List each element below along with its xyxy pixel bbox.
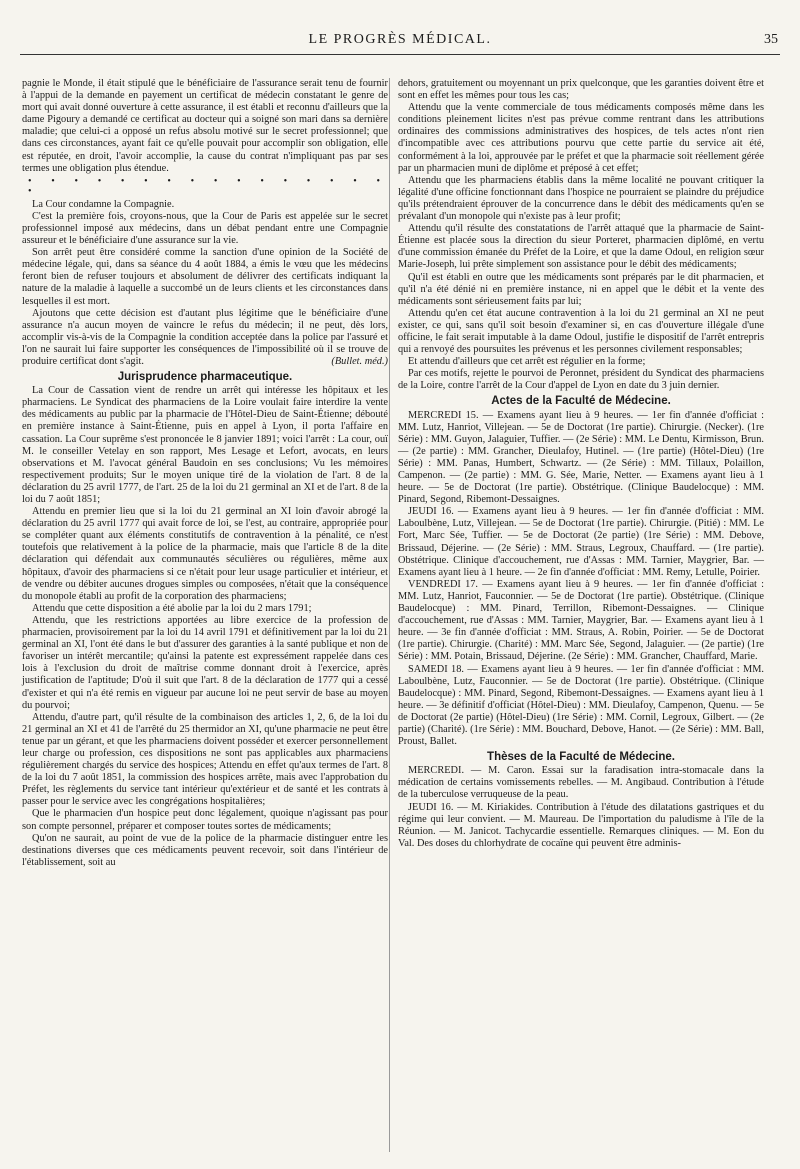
section-heading-jurisprudence: Jurisprudence pharmaceutique. <box>117 371 293 384</box>
paragraph: Attendu que cette disposition a été abolie par la loi du 2 mars 1791; <box>32 602 312 614</box>
paragraph: Qu'il est établi en outre que les médicaments sont préparés par le dit pharmacien, et qu'il n'a été dénié ni en première instance, ni en appel que le débit et la vente des médicaments sont sérieusement faits par lui; <box>398 271 764 307</box>
column-divider <box>389 78 390 1152</box>
exam-schedule-entry: VENDREDI 17. — Examens ayant lieu à 9 heures. — 1er fin d'année d'officiat : MM. Lutz, Hanriot, Fauconnier. — 5e de Doctorat (1re partie). Obstétrique. (Clinique Baudelocque) : MM. Pinard, Terrillon, Ribemont-Dessaignes. — Clinique d'accouchement, rue d'Assas : MM. Tarnier, Maygrier, Bar. — Examens ayant lieu à 1 heure. — 3e fin d'année d'officiat : MM. Straus, A. Robin, Poirier. — 5e de Doctorat (1re partie). Chirurgie. (Charité) : MM. Marc Sée, Segond, Jalaguier. — (2e partie) (1re Série) : MM. Potain, Brissaud, Déjerine. (2e Série) : MM. Grancher, Chauffard, Marie. <box>398 578 764 663</box>
paragraph: Et attendu d'ailleurs que cet arrêt est régulier en la forme; <box>408 356 646 368</box>
page-header <box>20 32 780 55</box>
exam-schedule-entry: MERCREDI 15. — Examens ayant lieu à 9 heures. — 1er fin d'année d'officiat : MM. Lutz, Hanriot, Villejean. — 5e de Doctorat (1re partie). Chirurgie. (Necker). (1re Série) : MM. Guyon, Jalaguier, Tuffier. — (2e Série) : MM. Le Dentu, Kirmisson, Brun. — (2e partie) : MM. Grancher, Dieulafoy, Hutinel. — (1re partie) (Hôtel-Dieu) (1re Série) : MM. Panas, Humbert, Schwartz. — (2e Série) : MM. Tillaux, Polaillon, Campenon. — (2e partie) : MM. G. Sée, Marie, Netter. — Examens ayant lieu à 1 heure. — 5e de Doctorat (1re partie). Obstétrique. (Clinique Baudelocque) : MM. Pinard, Segond, Ribemont-Dessaignes. <box>398 409 764 506</box>
exam-schedule-entry: JEUDI 16. — Examens ayant lieu à 9 heures. — 1er fin d'année d'officiat : MM. Laboulbène, Lutz, Villejean. — 5e de Doctorat (1re partie). Chirurgie. (Pitié) : MM. Le Fort, Marc Sée, Tuffier. — 5e de Doctorat (2e partie) (1re Série) : MM. Debove, Brissaud, Déjerine. — (2e Série) : MM. Straus, Legroux, Chauffard. — (1re partie). Obstétrique. Clinique d'accouchement, rue d'Assas : MM. Tarnier, Maygrier, Bar. — Examens ayant lieu à 1 heure. — 2e fin d'année d'officiat : MM. Remy, Letulle, Poirier. <box>398 506 764 578</box>
thesis-entry: JEUDI 16. — M. Kiriakides. Contribution à l'étude des dilatations gastriques et du régime qui leur convient. — M. Maureau. De l'importation du paludisme à l'île de la Réunion. — M. Janicot. Tachycardie essentielle. Remarques cliniques. — M. Eon du Val. Des doses du chlorhydrate de cocaïne qui peuvent être adminis- <box>398 801 764 849</box>
paragraph: Attendu, d'autre part, qu'il résulte de la combinaison des articles 1, 2, 6, de la loi du 21 germinal an XI et 41 de l'arrêté du 25 thermidor an XI, qu'une pharmacie ne peut être tenue par un gérant, et que les pharmaciens doivent posséder et exercer personnellement leur charge ou profession, ces dispositions ne sont pas applicables aux pharmaciens régulièrement chargés du service des hospices; Attendu en effet qu'aux termes de l'art. 8 de la loi du 7 août 1851, la commission des hospices arrête, mais avec l'approbation du Préfet, les règlements du service tant intérieur qu'extérieur et de santé et les contrats à passer pour le service avec les congrégations hospitalières; <box>22 711 388 808</box>
citation: (Bullet. méd.) <box>331 355 388 367</box>
paragraph: Attendu, que les restrictions apportées au libre exercice de la profession de pharmacien, provisoirement par la loi du 14 avril 1791 et définitivement par la loi du 21 germinal an XI, l'ont été dans le but d'assurer des garanties à la santé publique et non de favoriser un intérêt mercantile; qu'ainsi la patente est expressément rappelée dans ces lois à l'exclusion du droit de maîtrise comme donnant droit à l'exercice, après justification de l'aptitude; D'où il suit que l'art. 8 de la déclaration de 1777 qui a cessé d'exister et qui n'a été remis en vigueur par aucune loi ne peut servir de base au moyen du pourvoi; <box>22 614 388 711</box>
right-column <box>398 78 764 850</box>
thesis-entry: MERCREDI. — M. Caron. Essai sur la faradisation intra-stomacale dans la médication de certains vomissements rebelles. — M. Angibaud. Contribution à l'étude de la tuberculose verruqueuse de la peau. <box>398 765 764 801</box>
section-heading-theses: Thèses de la Faculté de Médecine. <box>487 751 675 764</box>
paragraph: Attendu qu'en cet état aucune contravention à la loi du 21 germinal an XI ne peut exister, ce qui, sans qu'il soit besoin d'examiner si, en cas d'ouverture illégale d'une officine, le fait serait imputable à la dame Odoul, justifie le dispositif de l'arrêt entrepris qui a renvoyé des poursuites les prévenus et les personnes civilement responsables; <box>398 307 764 356</box>
paragraph: La Cour condamne la Compagnie. <box>32 198 175 210</box>
section-heading-actes: Actes de la Faculté de Médecine. <box>491 395 671 408</box>
paragraph: Attendu qu'il résulte des constatations de l'arrêt attaqué que la pharmacie de Saint-Étienne est placée sous la direction du sieur Porteret, pharmacien diplômé, en vertu d'une commission émanée du Préfet de la Loire, et que la dame Odoul, en religion sœur Marie-Joseph, lui prête simplement son assistance pour le débit des médicaments; <box>398 223 764 271</box>
paragraph: Attendu que les pharmaciens établis dans la même localité ne pouvant critiquer la légalité d'une officine fonctionnant dans l'hospice ne pourraient se plaindre du préjudice qu'ils prétendraient éprouver de la concurrence dans le débit des médicaments qu'en se prévalant d'un monopole qui n'existe pas à leur profit; <box>398 174 764 223</box>
paragraph: dehors, gratuitement ou moyennant un prix quelconque, que les garanties doivent être et sont en effet les mêmes pour tous les cas; <box>398 78 764 102</box>
journal-title: LE PROGRÈS MÉDICAL. <box>308 32 492 47</box>
paragraph-text: Ajoutons que cette décision est d'autant plus légitime que le bénéficiaire d'une assurance n'a aucun moyen de vaincre le refus du médecin; il ne peut, dès lors, accomplir vis-à-vis de la Compagnie la condition acceptée dans la police par l'assuré et l'on ne saurait lui faire supporter les conséquences de l'impossibilité où il se trouve de produire certificat dont s'agit. <box>22 307 388 367</box>
separator-dots: • • • • • • • • • • • • • • • • • <box>28 175 388 197</box>
page-number: 35 <box>764 32 778 47</box>
paragraph: Son arrêt peut être considéré comme la sanction d'une opinion de la Société de médecine légale, qui, dans sa séance du 4 août 1884, a émis le vœu que les médecins feront bien de refuser toujours et absolument de délivrer des certificats indiquant la nature de la maladie à laquelle a succombé un de leurs clients et les circonstances dans lesquelles il est mort. <box>22 247 388 307</box>
paragraph: C'est la première fois, croyons-nous, que la Cour de Paris est appelée sur le secret professionnel imposé aux médecins, dans un débat pendant entre une Compagnie assureur et le bénéficiaire d'une assurance sur la vie. <box>22 210 388 247</box>
paragraph: La Cour de Cassation vient de rendre un arrêt qui intéresse les hôpitaux et les pharmaciens. Le Syndicat des pharmaciens de la Loire voulait faire interdire la vente des médicaments au public par la pharmacie de l'Hôtel-Dieu de Saint-Étienne; débouté en première instance à Saint-Étienne, puis en appel à Lyon, il porta l'affaire en cassation. La Cour suprême s'est prononcée le 8 janvier 1891; voici l'arrêt : La cour, ouï M. le conseiller Vetelay en son rapport, Mes Lesage et Lefort, avocats, en leurs observations et M. l'avocat général Baudoin en ses conclusions; Vu les mémoires respectivement produits; Sur le moyen unique tiré de la violation de l'art. 8 de la déclaration du 25 avril 1777, de l'art. 25 de la loi du 21 germinal an XI et de l'art. 8 de la loi du 7 août 1851; <box>22 385 388 505</box>
paragraph <box>22 308 388 368</box>
paragraph: Que le pharmacien d'un hospice peut donc légalement, quoique n'agissant pas pour son compte personnel, préparer et composer toutes sortes de médicaments; <box>22 808 388 832</box>
exam-schedule-entry: SAMEDI 18. — Examens ayant lieu à 9 heures. — 1er fin d'année d'officiat : MM. Laboulbène, Lutz, Fauconnier. — 5e de Doctorat (1re partie). Obstétrique. (Clinique Baudelocque) : MM. Pinard, Segond, Ribemont-Dessaignes. — Examens ayant lieu à 1 heure. — 3e définitif d'officiat (Hôtel-Dieu) : MM. Dieulafoy, Campenon, Quenu. — 5e de Doctorat (2e partie) (Hôtel-Dieu) (1re Série) : MM. Cornil, Legroux, Gilbert. — (2e partie) (Charité). (1re Série) : MM. Bouchard, Debove, Hanot. — (2e Série) : MM. Ball, Proust, Ballet. <box>398 663 764 748</box>
left-column <box>22 78 388 869</box>
paragraph: pagnie le Monde, il était stipulé que le bénéficiaire de l'assurance serait tenu de fournir à l'appui de la demande en payement un certificat de médecin constatant le genre de mort qui avait donné ouverture à cette assurance, il est établi et reconnu d'ailleurs que la dame Pigoury a demandé ce certificat au docteur qui a soigné son mari dans sa dernière maladie; que celui-ci a opposé un refus absolu motivé sur le secret professionnel; que dans ces circonstances, ayant fait ce qu'elle pouvait pour accomplir son obligation, elle est réputée, en droit, l'avoir accomplie, la cause du contrat n'impliquant pas par ses termes une obligation plus étendue. <box>22 78 388 174</box>
paragraph: Attendu que la vente commerciale de tous médicaments composés même dans les conditions pleinement licites n'est pas prévue comme rentrant dans les attributions ordinaires des commissions administratives des hospices, de tels actes n'ont rien d'incompatible avec ces attributions pourvu que cette partie du service ait été, conformément à la loi, approuvée par le préfet et que la pharmacie soit réellement gérée par un pharmacien muni de diplôme et préposé à cet effet; <box>398 102 764 174</box>
paragraph: Par ces motifs, rejette le pourvoi de Peronnet, président du Syndicat des pharmaciens de la Loire, contre l'arrêt de la Cour d'appel de Lyon en date du 3 juin dernier. <box>398 368 764 392</box>
paragraph: Qu'on ne saurait, au point de vue de la police de la pharmacie distinguer entre les destinations diverses que ces médicaments peuvent recevoir, soit dans l'intérieur de l'établissement, soit au <box>22 832 388 868</box>
paragraph: Attendu en premier lieu que si la loi du 21 germinal an XI loin d'avoir abrogé la déclaration du 25 avril 1777 qui avait force de loi, se l'est, au contraire, appropriée pour se compléter quant aux éléments constitutifs de contravention à la pénalité, ce n'est toutefois que relativement à la police de la pharmacie, mais que l'article 8 de la dite déclaration qui défendait aux communautés séculières ou régulières, même aux hôpitaux, d'avoir des pharmaciens si ce n'était pour leur usage particulier et intérieur, et de vendre ou débiter aucunes drogues simples ou composées, n'était que la conséquence du monopole établi au profit de la corporation des pharmaciens; <box>22 506 388 602</box>
